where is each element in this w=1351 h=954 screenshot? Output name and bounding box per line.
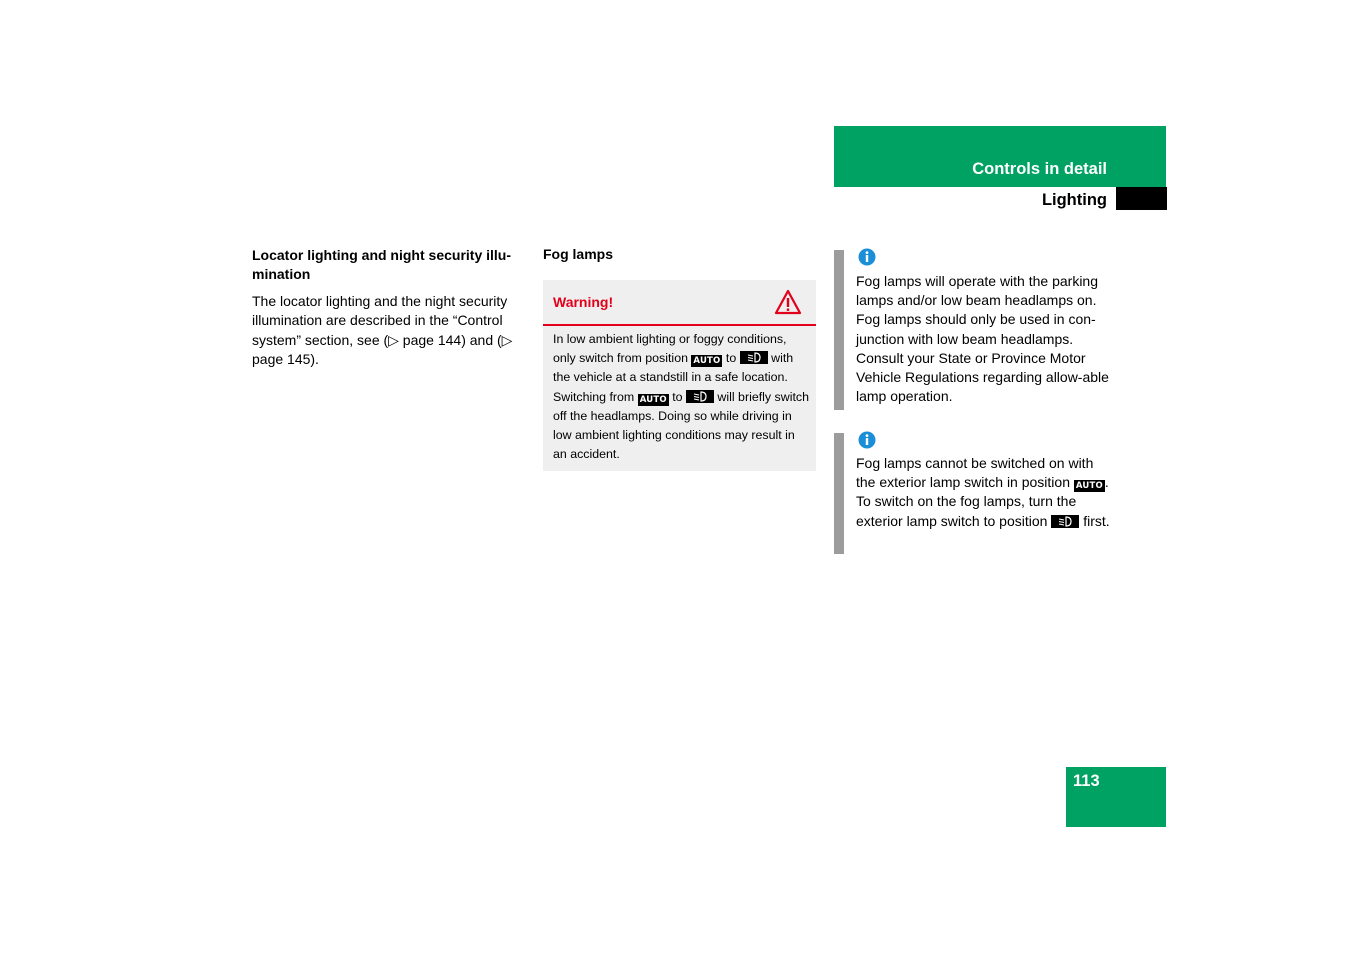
note-bar — [834, 433, 844, 554]
low-beam-headlamp-icon — [740, 351, 768, 364]
fog-lamp-switch-note — [856, 454, 1112, 531]
warning-title: Warning! — [553, 294, 614, 310]
warning-text-3: with the vehicle at a standstill in a safe location. Switching from — [553, 351, 794, 404]
info-icon — [858, 431, 876, 449]
subsection-title: Lighting — [1041, 191, 1107, 209]
info-icon — [858, 248, 876, 266]
warning-text-4: to — [668, 389, 686, 404]
note-bar — [834, 250, 844, 410]
fog-lamp-operation-note: Fog lamps will operate with the parking lamps and/or low beam headlamps on. Fog lamps should only be used in con-junction with low beam headlamps. Consult your State or Province Motor Vehicle Regulations regarding allow-able lamp operation. — [856, 273, 1109, 405]
fog-lamps-heading: Fog lamps — [543, 246, 614, 262]
warning-text-5: will briefly switch off the headlamps. Doing so while driving in low ambient lighting conditions may result in an accident. — [553, 389, 809, 462]
section-title: Controls in detail — [972, 160, 1107, 178]
auto-position-icon: AUTO — [639, 394, 667, 405]
warning-text-1: In low ambient lighting or foggy conditions, only switch from position — [553, 332, 787, 366]
warning-triangle-icon — [774, 289, 802, 315]
note2-text-2: . To switch on the fog lamps, turn the exterior lamp switch to position — [856, 474, 1109, 529]
auto-position-icon: AUTO — [1075, 481, 1103, 492]
note2-text-1: Fog lamps cannot be switched on with the exterior lamp switch in position — [856, 455, 1094, 491]
auto-position-icon: AUTO — [693, 356, 721, 367]
low-beam-headlamp-icon — [686, 390, 714, 403]
note2-text-3: first. — [1079, 512, 1110, 529]
low-beam-headlamp-icon — [1051, 515, 1079, 528]
locator-lighting-text: The locator lighting and the night security illumination are described in the “Control system” section, see (▷ page 144) and (▷ page 145). — [252, 293, 513, 367]
page-number: 113 — [1073, 772, 1100, 790]
locator-lighting-heading: Locator lighting and night security illu-mination — [252, 247, 511, 282]
section-tab-marker — [1116, 187, 1167, 210]
warning-divider — [543, 324, 816, 326]
warning-text — [553, 330, 809, 464]
warning-text-2: to — [722, 351, 740, 366]
